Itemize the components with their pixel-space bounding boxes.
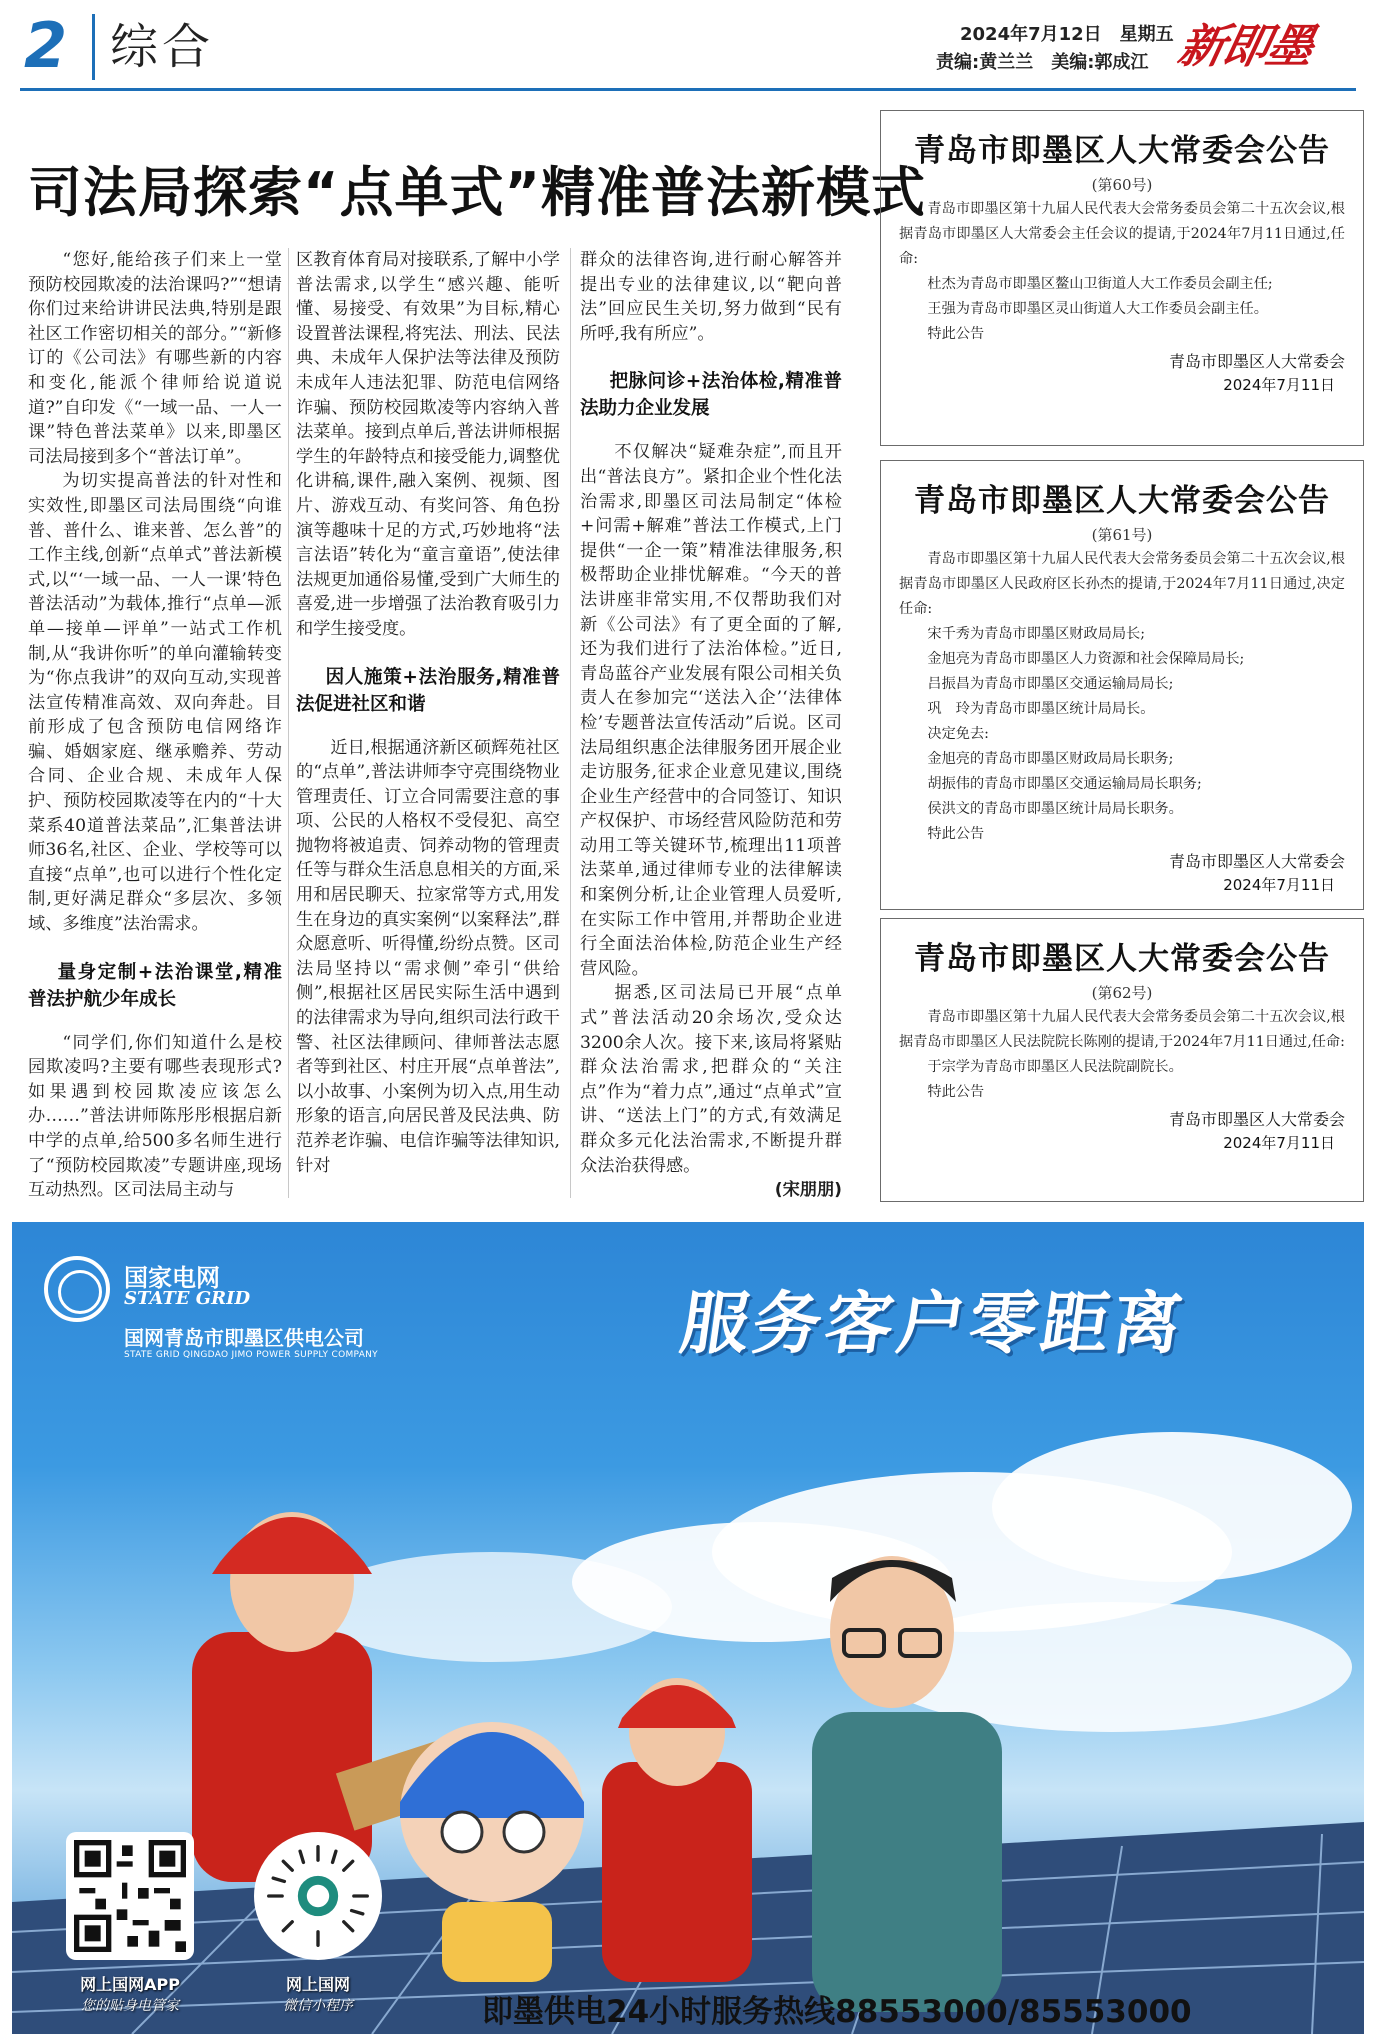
notice-box-62: [880, 918, 1364, 1202]
qr-sublabel: 您的贴身电管家: [81, 1998, 179, 2014]
notice-line: 特此公告: [927, 1084, 985, 1100]
section-title: 综合: [110, 19, 215, 75]
state-grid-logo-icon: [44, 1256, 110, 1322]
qr-label: 网上国网APP: [80, 1975, 180, 1994]
article-paragraph: 近日,根据通济新区硕辉苑社区的“点单”,普法讲师李守亮围绕物业管理责任、订立合同需要注意的事项、公民的人格权不受侵犯、高空抛物将被追责、饲养动物的管理责任等与群众生活息息相关的方面,采用和居民聊天、拉家常等方式,用发生在身边的真实案例“以案释法”,群众愿意听、听得懂,纷纷点赞。区司法局坚持以“需求侧”牵引“供给侧”,根据社区居民实际生活中遇到的法律需求为导向,组织司法行政干警、社区法律顾问、律师普法志愿者等到社区、村庄开展“点单普法”,以小故事、小案例为切入点,用生动形象的语言,向居民普及民法典、防范养老诈骗、电信诈骗等法律知识,针对: [296, 737, 560, 1176]
article-paragraph: “您好,能给孩子们来上一堂预防校园欺凌的法治课吗?”“想请你们过来给讲讲民法典,特别是跟社区工作密切相关的部分。”“新修订的《公司法》有哪些新的内容和变化,能派个律师给说道说道?”自印发《“一域一品、一人一课”特色普法菜单》以来,即墨区司法局接到多个“普法订单”。: [28, 250, 282, 467]
article-paragraph: 为切实提高普法的针对性和实效性,即墨区司法局围绕“向谁普、普什么、谁来普、怎么普”的工作主线,创新“点单式”普法新模式,以“‘一域一品、一人一课’特色普法活动”为载体,推行“点单—派单—接单—评单”一站式工作机制,从“我讲你听”的单向灌输转变为“你点我讲”的双向互动,实现普法宣传精准高效、双向奔赴。目前形成了包含预防电信网络诈骗、婚姻家庭、继承赡养、劳动合同、企业合规、未成年人保护、预防校园欺凌等在内的“十大菜系40道普法菜品”,汇集普法讲师36名,社区、企业、学校等可以直接“点单”,也可以进行个性化定制,更好满足群众“多层次、多领域、多维度”法治需求。: [28, 471, 282, 935]
qr-label: 网上国网: [285, 1975, 350, 1994]
article-paragraph: 区教育体育局对接联系,了解中小学普法需求,以学生“感兴趣、能听懂、易接受、有效果”为目标,精心设置普法课程,将宪法、刑法、民法典、未成年人保护法等法律及预防未成年人违法犯罪、防范电信网络诈骗、预防校园欺凌等内容纳入普法菜单。接到点单后,普法讲师根据学生的年龄特点和接受能力,调整优化讲稿,课件,融入案例、视频、图片、游戏互动、有奖问答、角色扮演等趣味十足的方式,巧妙地将“法言法语”转化为“童言童语”,使法律法规更加通俗易懂,受到广大师生的喜爱,进一步增强了法治教育吸引力和学生接受度。: [296, 250, 560, 639]
notice-number: (第60号): [1091, 176, 1153, 194]
article-subheading: 把脉问诊+法治体检,精准普法助力企业发展: [580, 371, 842, 420]
article-paragraph: 据悉,区司法局已开展“点单式”普法活动20余场次,受众达3200余人次。接下来,该局将紧贴群众法治需求,把群众的“关注点”作为“着力点”,通过“点单式”宣讲、“送法上门”的方式,有效满足群众多元化法治需求,不断提升群众法治获得感。: [580, 983, 842, 1176]
article-paragraph: 不仅解决“疑难杂症”,而且开出“普法良方”。紧扣企业个性化法治需求,即墨区司法局制定“体检+问需+解难”普法工作模式,上门提供“一企一策”精准法律服务,积极帮助企业排忧解难。“今天的普法讲座非常实用,不仅帮助我们对新《公司法》有了更全面的了解,还为我们进行了法治体检。”近日,青岛蓝谷产业发展有限公司相关负责人在参加完“‘送法入企’‘法律体检’专题普法宣传活动”后说。区司法局组织惠企法律服务团开展企业走访服务,征求企业意见建议,围绕企业生产经营中的合同签订、知识产权保护、市场经营风险防范和劳动用工等关键环节,梳理出11项普法菜单,通过律师专业的法律解读和案例分析,让企业管理人员爱听,在实际工作中管用,并帮助企业进行全面法治体检,防范企业生产经营风险。: [580, 442, 842, 979]
ad-slogan: 服务客户零距离: [675, 1285, 1191, 1364]
customer-figure: [812, 1556, 1002, 2012]
column-divider: [570, 248, 571, 1198]
notice-box-60: [880, 110, 1364, 446]
qr-code-icon: [66, 1832, 194, 1960]
notice-line: 宋千秀为青岛市即墨区财政局局长;: [927, 626, 1145, 642]
notice-line: 青岛市即墨区第十九届人民代表大会常务委员会第二十五次会议,根据青岛市即墨区人民法院院长陈刚的提请,于2024年7月11日通过,任命:: [899, 1009, 1345, 1050]
notice-date: 2024年7月11日: [1223, 376, 1335, 394]
notice-date: 2024年7月11日: [1223, 876, 1335, 894]
article-column-2: [296, 248, 560, 1178]
page-number: 2: [24, 9, 68, 82]
notice-signer: 青岛市即墨区人大常委会: [1168, 352, 1345, 371]
notice-body: [899, 1005, 1345, 1105]
qr-sublabel: 微信小程序: [283, 1998, 353, 2014]
ad-company-name: 国网青岛市即墨区供电公司: [124, 1326, 364, 1350]
notice-number: (第62号): [1091, 984, 1153, 1002]
article-paragraph: 群众的法律咨询,进行耐心解答并提出专业的法律建议,以“靶向普法”回应民生关切,努力做到“民有所呼,我有所应”。: [580, 250, 842, 344]
header-rule: [20, 88, 1356, 91]
cloud-shape: [992, 1432, 1352, 1582]
miniprogram-pattern: [262, 1840, 374, 1952]
miniprogram-qr-code-block: [248, 1832, 388, 2015]
notice-line: 青岛市即墨区第十九届人民代表大会常务委员会第二十五次会议,根据青岛市即墨区人民政府区长孙杰的提请,于2024年7月11日通过,决定任命:: [899, 551, 1345, 617]
notice-number: (第61号): [1091, 526, 1153, 544]
notice-line: 特此公告: [927, 826, 985, 842]
miniprogram-code-icon: [254, 1832, 382, 1960]
notice-body: [899, 547, 1345, 847]
child-reporter-figure: [400, 1722, 584, 1982]
header-divider: [92, 14, 95, 80]
state-grid-advertisement: [12, 1222, 1364, 2034]
notice-line: 特此公告: [927, 326, 985, 342]
notice-line: 巩 玲为青岛市即墨区统计局局长。: [927, 701, 1155, 717]
worker-explaining-figure: [602, 1678, 752, 1982]
issue-date: 2024年7月12日 星期五: [960, 24, 1174, 45]
notice-title: 青岛市即墨区人大常委会公告: [914, 941, 1330, 977]
article-headline: 司法局探索“点单式”精准普法新模式: [28, 161, 926, 224]
notice-signer: 青岛市即墨区人大常委会: [1168, 852, 1345, 871]
notice-line: 于宗学为青岛市即墨区人民法院副院长。: [927, 1059, 1183, 1075]
notice-line: 王强为青岛市即墨区灵山街道人大工作委员会副主任。: [927, 301, 1268, 317]
notice-body: [899, 197, 1345, 347]
ad-brand-name: 国家电网: [124, 1264, 220, 1292]
notice-line: 金旭亮为青岛市即墨区人力资源和社会保障局局长;: [927, 651, 1245, 667]
notice-line: 侯洪文的青岛市即墨区统计局局长职务。: [927, 801, 1183, 817]
notice-date: 2024年7月11日: [1223, 1134, 1335, 1152]
notice-signer: 青岛市即墨区人大常委会: [1168, 1110, 1345, 1129]
article-subheading: 因人施策+法治服务,精准普法促进社区和谐: [296, 666, 560, 715]
article-paragraph: “同学们,你们知道什么是校园欺凌吗?主要有哪些表现形式?如果遇到校园欺凌应该怎么办……”普法讲师陈彤彤根据启新中学的点单,给500多名师生进行了“预防校园欺凌”专题讲座,现场互动热烈。区司法局主动与: [28, 1032, 282, 1201]
page-header: [0, 0, 1376, 96]
column-divider: [288, 248, 289, 1198]
editor-credits: 责编:黄兰兰 美编:郭成江: [936, 52, 1149, 73]
notice-box-61: [880, 460, 1364, 910]
article-column-1: [28, 248, 282, 1203]
qr-pattern: [74, 1840, 186, 1952]
notice-line: 杜杰为青岛市即墨区鳌山卫街道人大工作委员会副主任;: [927, 276, 1273, 292]
notice-line: 金旭亮的青岛市即墨区财政局局长职务;: [927, 751, 1174, 767]
notice-title: 青岛市即墨区人大常委会公告: [914, 483, 1330, 519]
service-hotline: 即墨供电24小时服务热线88553000/85553000: [482, 1994, 1192, 2030]
notice-line: 胡振伟的青岛市即墨区交通运输局局长职务;: [927, 776, 1202, 792]
article-byline: (宋朋朋): [774, 1180, 842, 1201]
ad-brand-name-en: STATE GRID: [124, 1288, 251, 1309]
newspaper-masthead-logo: 新即墨: [1173, 19, 1318, 73]
notice-line: 青岛市即墨区第十九届人民代表大会常务委员会第二十五次会议,根据青岛市即墨区人大常委会主任会议的提请,于2024年7月11日通过,任命:: [899, 201, 1345, 267]
article-column-3: [580, 248, 842, 1203]
article-subheading: 量身定制+法治课堂,精准普法护航少年成长: [28, 961, 282, 1010]
notice-line: 决定免去:: [927, 726, 989, 742]
notice-title: 青岛市即墨区人大常委会公告: [914, 133, 1330, 169]
notice-line: 吕振昌为青岛市即墨区交通运输局局长;: [927, 676, 1174, 692]
app-qr-code-block: [60, 1832, 200, 2015]
ad-company-name-en: STATE GRID QINGDAO JIMO POWER SUPPLY COMPANY: [124, 1350, 378, 1360]
